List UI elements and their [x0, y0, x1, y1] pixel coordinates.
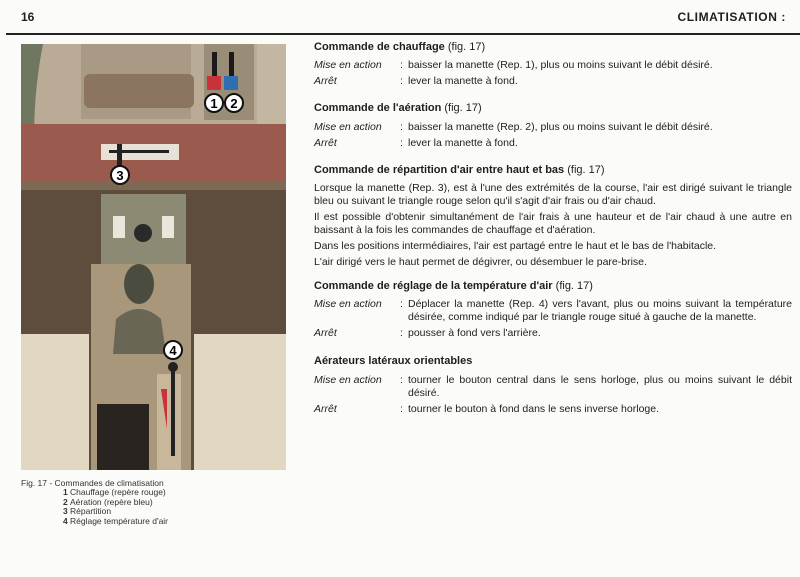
section-temperature	[314, 279, 792, 340]
callout-1	[205, 94, 223, 112]
caption-item: 4 Réglage température d'air	[63, 515, 169, 526]
dashboard-illustration	[21, 44, 286, 470]
definition-row: Mise en action : tourner le bouton central dans le sens horloge, plus ou moins suivant le débit désiré.	[314, 374, 792, 399]
figure-caption	[21, 479, 168, 526]
callout-2	[225, 94, 243, 112]
section-title: Aérateurs latéraux orientables	[314, 355, 473, 367]
svg-text:1: 1	[210, 96, 218, 111]
callout-3	[111, 166, 129, 184]
caption-item: 1 Chauffage (repère rouge)	[63, 487, 166, 498]
definition-row: Mise en action : baisser la manette (Rep. 2), plus ou moins suivant le débit désiré.	[314, 121, 713, 133]
section-title: Commande de l'aération (fig. 17)	[314, 102, 482, 114]
definition-row: Arrêt : tourner le bouton à fond dans le sens inverse horloge.	[314, 403, 660, 415]
definition-row: Mise en action : baisser la manette (Rep. 1), plus ou moins suivant le débit désiré.	[314, 59, 713, 71]
caption-item: 3 Répartition	[63, 506, 112, 517]
svg-text:3: 3	[116, 168, 124, 183]
paragraph: Il est possible d'obtenir simultanément de l'air frais à une hauteur et de l'air chaud à une autre en baissant à la fois les commandes de chauffage et d'aération.	[314, 211, 792, 236]
definition-row: Arrêt : pousser à fond vers l'arrière.	[314, 327, 541, 339]
definition-row: Arrêt : lever la manette à fond.	[314, 75, 518, 87]
definition-row: Mise en action : Déplacer la manette (Rep. 4) vers l'avant, plus ou moins suivant la température désirée, comme indiqué par le triangle rouge situé à gauche de la manette.	[314, 298, 792, 323]
main-text	[314, 38, 792, 416]
caption-title: Fig. 17 - Commandes de climatisation	[21, 478, 164, 488]
paragraph: L'air dirigé vers le haut permet de dégivrer, ou désembuer le pare-brise.	[314, 256, 647, 268]
ventilation-lever-blue	[224, 76, 238, 90]
caption-item: 2 Aération (repère bleu)	[63, 496, 153, 507]
section-repartition	[314, 163, 792, 269]
section-title: Commande de réglage de la température d'air (fig. 17)	[314, 280, 593, 292]
paragraph: Lorsque la manette (Rep. 3), est à l'une des extrémités de la course, l'air est dirigé suivant le triangle bleu ou suivant le triangle rouge selon qu'il s'agit d'air frais ou d'air chaud.	[314, 182, 792, 207]
running-title: CLIMATISATION :	[677, 10, 786, 24]
header-rule	[6, 33, 800, 35]
heating-lever-red	[207, 76, 221, 90]
section-title: Commande de répartition d'air entre haut et bas (fig. 17)	[314, 164, 605, 176]
svg-text:4: 4	[169, 343, 177, 358]
section-aerateurs	[314, 354, 792, 416]
section-title: Commande de chauffage (fig. 17)	[314, 41, 486, 53]
section-chauffage	[314, 40, 792, 88]
page-number: 16	[21, 10, 35, 24]
definition-row: Arrêt : lever la manette à fond.	[314, 137, 518, 149]
section-aeration	[314, 101, 792, 150]
figure-photo	[21, 44, 286, 470]
svg-text:2: 2	[230, 96, 238, 111]
paragraph: Dans les positions intermédiaires, l'air est partagé entre le haut et le bas de l'habitacle.	[314, 240, 717, 252]
callout-4	[164, 341, 182, 359]
